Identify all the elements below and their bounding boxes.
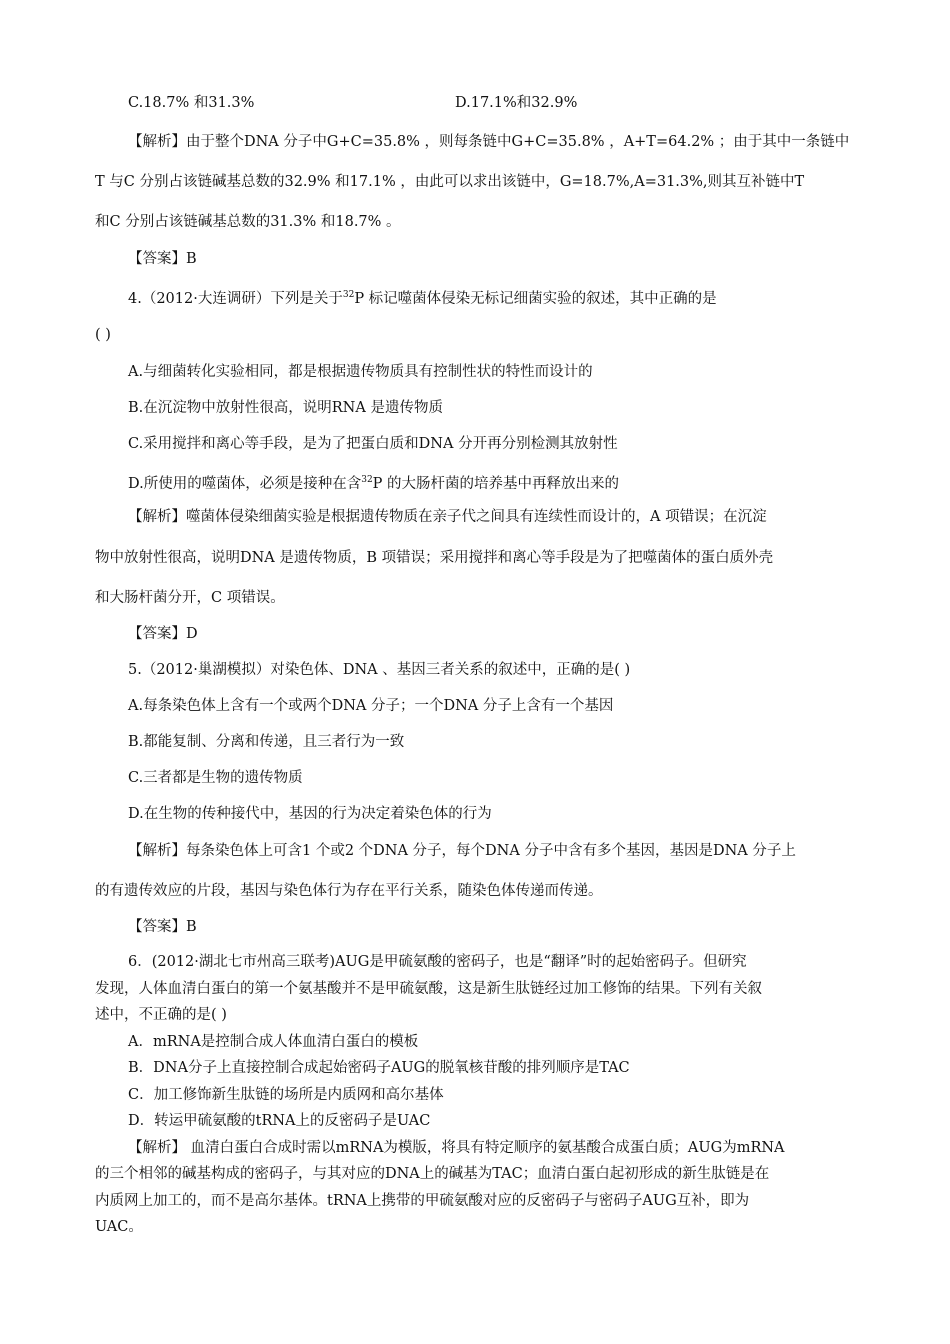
q4-option-d-superscript: 32 (361, 475, 373, 485)
q4-analysis-line-3: 和大肠杆菌分开，C 项错误。 (95, 590, 285, 606)
q4-stem-superscript: 32 (342, 290, 355, 300)
q3-analysis-line-2: T 与C 分别占该链碱基总数的32.9% 和17.1% ，由此可以求出该链中，G=18.7%,A=31.3%,则其互补链中T (95, 174, 805, 190)
q6-analysis-line-1: 【解析】 血清白蛋白合成时需以mRNA为模版，将具有特定顺序的氨基酸合成蛋白质；AUG为mRNA (128, 1140, 785, 1156)
q6-option-a: A．mRNA是控制合成人体血清白蛋白的模板 (128, 1034, 419, 1050)
q6-option-d: D．转运甲硫氨酸的tRNA上的反密码子是UAC (128, 1113, 431, 1129)
q6-stem-line-2: 发现，人体血清白蛋白的第一个氨基酸并不是甲硫氨酸，这是新生肽链经过加工修饰的结果。下列有关叙 (95, 981, 762, 997)
q4-stem (128, 285, 717, 309)
q3-option-d: D.17.1%和32.9% (455, 95, 578, 111)
q4-answer-parentheses: ( ) (95, 327, 111, 343)
q5-analysis-line-2: 的有遗传效应的片段，基因与染色体行为存在平行关系，随染色体传递而传递。 (95, 883, 603, 899)
q5-stem: 5.（2012·巢湖模拟）对染色体、DNA 、基因三者关系的叙述中，正确的是( ) (128, 662, 631, 678)
q4-option-a: A.与细菌转化实验相同，都是根据遗传物质具有控制性状的特性而设计的 (128, 364, 593, 380)
q3-analysis-line-3: 和C 分别占该链碱基总数的31.3% 和18.7% 。 (95, 214, 401, 230)
q5-option-a: A.每条染色体上含有一个或两个DNA 分子；一个DNA 分子上含有一个基因 (128, 698, 614, 714)
q6-stem-line-1: 6．(2012·湖北七市州高三联考)AUG是甲硫氨酸的密码子，也是“翻译”时的起始密码子。但研究 (128, 954, 747, 970)
q4-analysis-line-1: 【解析】噬菌体侵染细菌实验是根据遗传物质在亲子代之间具有连续性而设计的，A 项错误；在沉淀 (128, 509, 767, 525)
q4-option-d (128, 470, 619, 494)
q3-answer: 【答案】B (128, 251, 197, 267)
q5-option-d: D.在生物的传种接代中，基因的行为决定着染色体的行为 (128, 806, 492, 822)
q3-analysis-line-1: 【解析】由于整个DNA 分子中G+C=35.8% ，则每条链中G+C=35.8% ，A+T=64.2% ；由于其中一条链中 (128, 134, 850, 150)
q6-analysis-line-4: UAC。 (95, 1219, 143, 1235)
q6-option-c: C．加工修饰新生肽链的场所是内质网和高尔基体 (128, 1087, 444, 1103)
q6-stem-line-3: 述中，不正确的是( ) (95, 1007, 227, 1023)
q4-stem-text: 4.（2012·大连调研）下列是关于 (128, 291, 343, 307)
q4-stem-text-2: P 标记噬菌体侵染无标记细菌实验的叙述，其中正确的是 (354, 291, 717, 307)
q4-answer: 【答案】D (128, 626, 198, 642)
q6-option-b: B．DNA分子上直接控制合成起始密码子AUG的脱氧核苷酸的排列顺序是TAC (128, 1060, 630, 1076)
q5-answer: 【答案】B (128, 919, 197, 935)
q4-option-c: C.采用搅拌和离心等手段，是为了把蛋白质和DNA 分开再分别检测其放射性 (128, 436, 618, 452)
q4-option-d-text-2: P 的大肠杆菌的培养基中再释放出来的 (372, 476, 620, 492)
q6-analysis-line-3: 内质网上加工的，而不是高尔基体。tRNA上携带的甲硫氨酸对应的反密码子与密码子AUG互补，即为 (95, 1193, 750, 1209)
q4-analysis-line-2: 物中放射性很高，说明DNA 是遗传物质，B 项错误；采用搅拌和离心等手段是为了把噬菌体的蛋白质外壳 (95, 550, 774, 566)
q5-option-c: C.三者都是生物的遗传物质 (128, 770, 303, 786)
q6-analysis-line-2: 的三个相邻的碱基构成的密码子，与其对应的DNA上的碱基为TAC；血清白蛋白起初形成的新生肽链是在 (95, 1166, 770, 1182)
q5-analysis-line-1: 【解析】每条染色体上可含1 个或2 个DNA 分子，每个DNA 分子中含有多个基因，基因是DNA 分子上 (128, 843, 796, 859)
q4-option-b: B.在沉淀物中放射性很高，说明RNA 是遗传物质 (128, 400, 443, 416)
q3-option-c: C.18.7% 和31.3% (128, 95, 255, 111)
q5-option-b: B.都能复制、分离和传递，且三者行为一致 (128, 734, 405, 750)
q4-option-d-text: D.所使用的噬菌体，必须是接种在含 (128, 476, 362, 492)
